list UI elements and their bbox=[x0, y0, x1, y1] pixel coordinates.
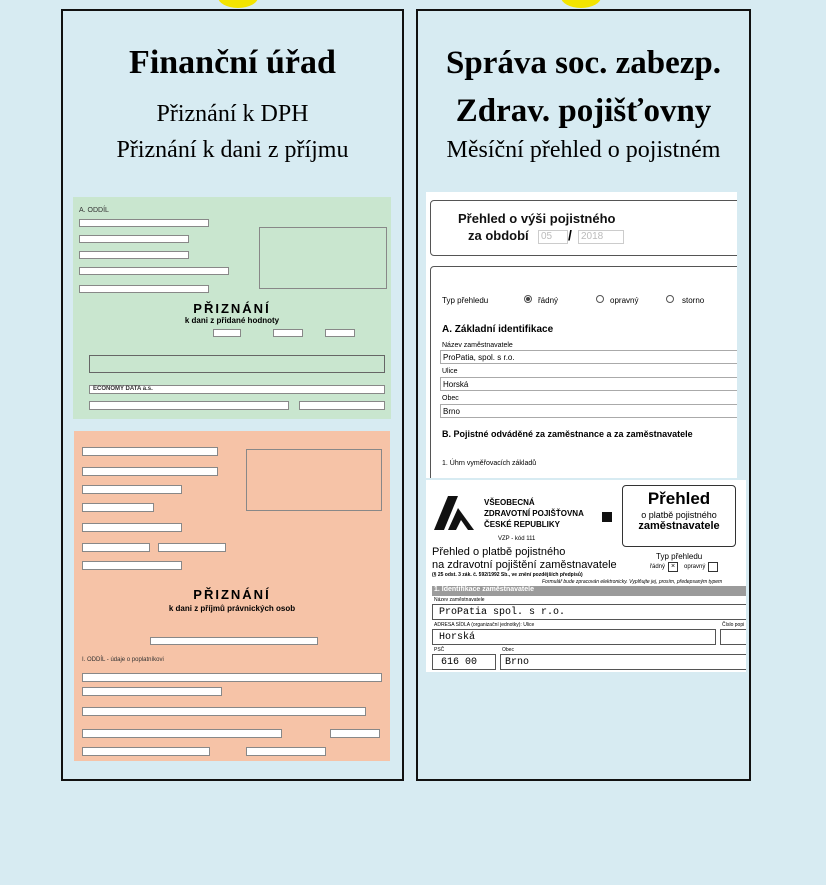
form-field bbox=[330, 729, 380, 738]
form-field bbox=[79, 219, 209, 227]
form-field bbox=[79, 251, 189, 259]
form-field bbox=[82, 747, 210, 756]
form-field bbox=[82, 523, 182, 532]
form-title-line1: Přehled o platbě pojistného bbox=[432, 546, 566, 558]
form-field bbox=[213, 329, 241, 337]
panel-title: Finanční úřad bbox=[129, 44, 336, 81]
period-year: 2018 bbox=[578, 230, 624, 244]
form-field bbox=[82, 561, 182, 570]
address-label: ADRESA SÍDLA (organizační jednotky): Ulice bbox=[434, 622, 535, 628]
employer-value: ProPatia, spol. s r.o. bbox=[440, 350, 737, 364]
form-badge bbox=[622, 485, 736, 547]
form-field bbox=[82, 729, 282, 738]
form-field bbox=[273, 329, 303, 337]
income-tax-return-form-image bbox=[74, 431, 390, 761]
social-health-insurance-panel bbox=[416, 9, 751, 781]
section-b-heading: B. Pojistné odváděné za zaměstnance a za zaměstnavatele bbox=[442, 429, 693, 439]
section-header: 1. Identifikace zaměstnavatele bbox=[432, 586, 746, 596]
radio-regular bbox=[524, 295, 532, 303]
badge-line2: o platbě pojistného bbox=[641, 510, 717, 520]
form-field bbox=[79, 267, 229, 275]
form-title: PŘIZNÁNÍ bbox=[193, 587, 271, 602]
decorative-sun-left bbox=[218, 0, 258, 8]
employer-label: Název zaměstnavatele bbox=[442, 342, 513, 349]
radio-regular-label: řádný bbox=[538, 296, 559, 305]
decorative-sun-right bbox=[561, 0, 601, 8]
psc-label: PSČ bbox=[434, 647, 445, 653]
social-security-form-image bbox=[426, 192, 737, 478]
health-insurance-form-image bbox=[426, 480, 746, 672]
radio-cancel bbox=[666, 295, 674, 303]
form-processing-note: Formulář bude zpracován elektronicky. Vyplňujte jej, prosím, předepsaným typem bbox=[542, 579, 723, 585]
vzp-logo-icon bbox=[434, 496, 474, 530]
form-legal-note: (§ 25 odst. 3 zák. č. 592/1992 Sb., ve znění pozdějších předpisů) bbox=[432, 572, 583, 578]
city-label: Obec bbox=[502, 647, 514, 653]
form-field bbox=[82, 447, 218, 456]
form-field bbox=[89, 401, 289, 410]
street-value: Horská bbox=[432, 629, 716, 645]
psc-value: 616 00 bbox=[432, 654, 496, 670]
city-value: Brno bbox=[440, 404, 737, 418]
form-field bbox=[82, 485, 182, 494]
form-field bbox=[325, 329, 355, 337]
form-section-label: A. ODDÍL bbox=[79, 207, 109, 214]
city-value: Brno bbox=[500, 654, 746, 670]
panel-subtitle: Měsíční přehled o pojistném bbox=[446, 137, 721, 163]
dph-return-form-image bbox=[73, 197, 391, 419]
insurer-name-line2: ZDRAVOTNÍ POJIŠŤOVNA bbox=[484, 509, 584, 518]
form-field bbox=[246, 747, 326, 756]
street-label: Ulice bbox=[442, 368, 458, 375]
form-table bbox=[89, 355, 385, 373]
insurer-code: VZP - kód 111 bbox=[498, 536, 536, 542]
badge-line3: zaměstnavatele bbox=[638, 520, 720, 532]
street-value: Horská bbox=[440, 377, 737, 391]
form-company-value: ECONOMY DATA a.s. bbox=[93, 386, 153, 392]
form-header-title: Přehled o výši pojistného bbox=[458, 211, 616, 226]
tax-office-panel bbox=[61, 9, 404, 781]
type-label: Typ přehledu bbox=[442, 296, 489, 305]
form-period-label: za období bbox=[468, 228, 529, 243]
form-subtitle: k dani z příjmů právnických osob bbox=[168, 604, 296, 613]
radio-cancel-label: storno bbox=[682, 296, 705, 305]
form-field bbox=[79, 285, 209, 293]
name-value: ProPatia spol. s r.o. bbox=[432, 604, 746, 620]
form-field bbox=[299, 401, 385, 410]
panel-line: Přiznání k DPH bbox=[156, 101, 309, 127]
radio-corrective-label: opravný bbox=[610, 296, 639, 305]
form-field bbox=[158, 543, 226, 552]
period-month: 05 bbox=[538, 230, 568, 244]
type-regular-checkbox: × bbox=[668, 562, 678, 572]
form-field bbox=[82, 467, 218, 476]
form-field bbox=[82, 503, 154, 512]
type-label: Typ přehledu bbox=[656, 552, 703, 561]
black-square-icon bbox=[602, 512, 612, 522]
form-subtitle: k dani z přidané hodnoty bbox=[184, 316, 280, 325]
type-corrective-checkbox bbox=[708, 562, 718, 572]
form-title: PŘIZNÁNÍ bbox=[193, 301, 271, 316]
number-field bbox=[720, 629, 746, 645]
city-label: Obec bbox=[442, 395, 459, 402]
form-field bbox=[82, 707, 366, 716]
name-label: Název zaměstnavatele bbox=[434, 597, 485, 603]
section-a-heading: A. Základní identifikace bbox=[442, 324, 554, 335]
panel-title-line2: Zdrav. pojišťovny bbox=[455, 93, 712, 129]
form-title-line2: na zdravotní pojištění zaměstnavatele bbox=[432, 559, 617, 571]
badge-title: Přehled bbox=[647, 489, 711, 508]
panel-line: Přiznání k dani z příjmu bbox=[116, 137, 349, 163]
form-field bbox=[82, 543, 150, 552]
form-field bbox=[79, 235, 189, 243]
insurer-name-line3: ČESKÉ REPUBLIKY bbox=[484, 520, 561, 529]
form-stamp-box bbox=[259, 227, 387, 289]
form-section-label: I. ODDÍL - údaje o poplatníkovi bbox=[82, 657, 164, 663]
type-regular-label: řádný bbox=[650, 564, 666, 570]
form-stamp-box bbox=[246, 449, 382, 511]
radio-corrective bbox=[596, 295, 604, 303]
item-1-label: 1. Úhrn vyměřovacích základů bbox=[442, 460, 537, 467]
form-field bbox=[82, 687, 222, 696]
insurer-name-line1: VŠEOBECNÁ bbox=[484, 498, 535, 507]
form-field bbox=[150, 637, 318, 645]
panel-title: Správa soc. zabezp. bbox=[446, 45, 721, 81]
type-corrective-label: opravný bbox=[684, 564, 706, 570]
period-slash: / bbox=[568, 227, 572, 243]
number-label: Číslo popi bbox=[722, 622, 745, 628]
form-field bbox=[82, 673, 382, 682]
